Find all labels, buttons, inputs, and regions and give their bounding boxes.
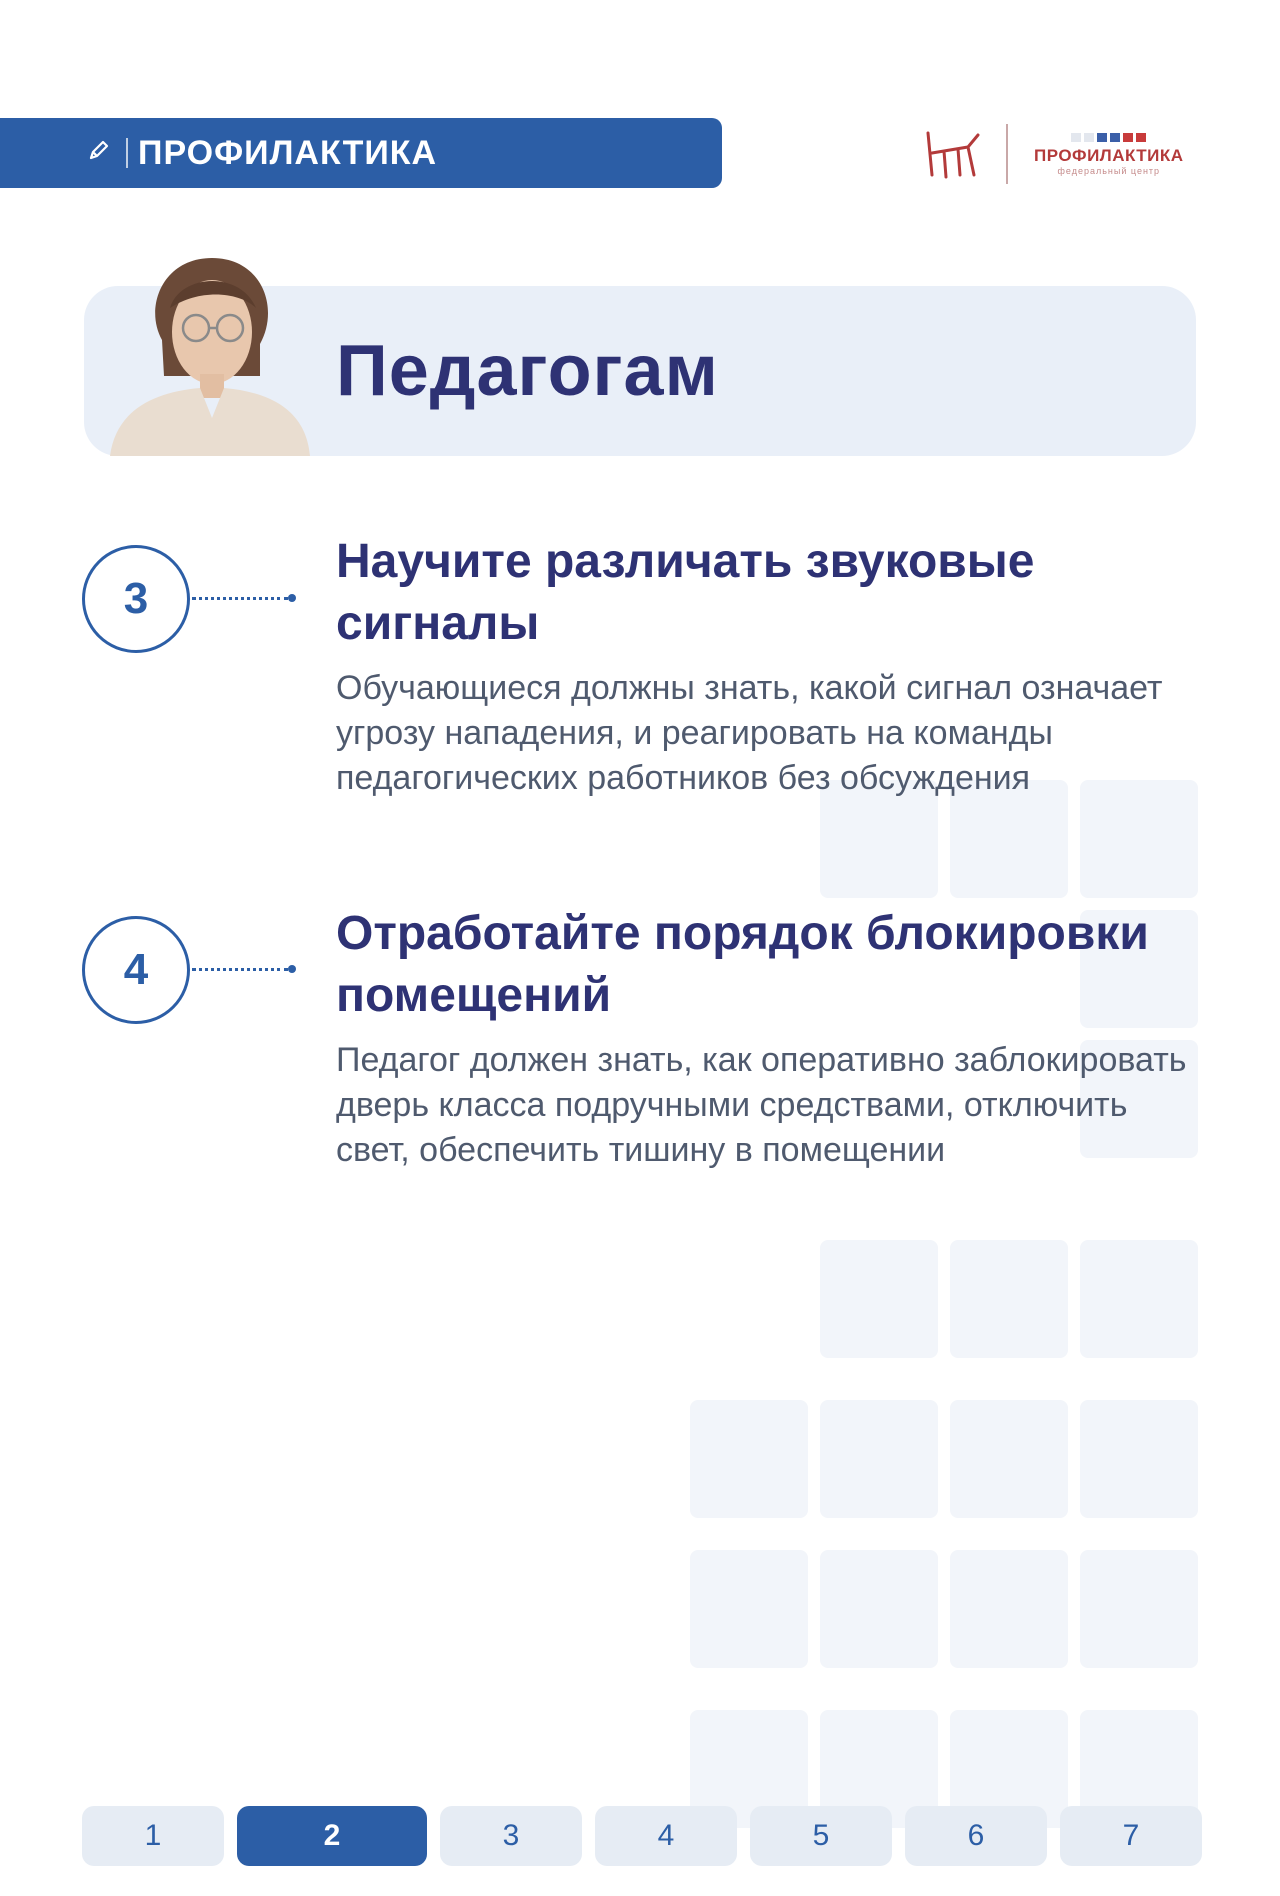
logo-subtitle: федеральный центр (1057, 165, 1161, 176)
page-button-3[interactable]: 3 (440, 1806, 582, 1866)
page-button-1[interactable]: 1 (82, 1806, 224, 1866)
page-button-4[interactable]: 4 (595, 1806, 737, 1866)
header-title: ПРОФИЛАКТИКА (138, 133, 438, 172)
page-button-6[interactable]: 6 (905, 1806, 1047, 1866)
teacher-portrait (110, 248, 310, 456)
page-pagination (82, 1806, 1202, 1866)
step-connector-end (288, 594, 296, 602)
step-heading: Научите различать звуковые сигналы (336, 535, 1035, 650)
step-connector (192, 597, 288, 600)
pencil-icon (86, 137, 116, 170)
step-connector-end (288, 965, 296, 973)
page-button-2-current[interactable]: 2 (237, 1806, 427, 1866)
organization-logo (918, 124, 1184, 184)
step-heading: Отработайте порядок блокировки помещений (336, 907, 1149, 1022)
step-number-badge: 4 (82, 916, 190, 1024)
step-number-badge: 3 (82, 545, 190, 653)
hero-title: Педагогам (336, 331, 719, 411)
page-button-7[interactable]: 7 (1060, 1806, 1202, 1866)
chair-logo-icon (918, 125, 984, 183)
logo-name: ПРОФИЛАКТИКА (1034, 145, 1184, 165)
step-connector (192, 968, 288, 971)
header-divider (126, 138, 128, 168)
step-description: Обучающиеся должны знать, какой сигнал означает угрозу нападения, и реагировать на команды педагогических работников без обсуждения (336, 669, 1163, 797)
logo-divider (1006, 124, 1008, 184)
page-button-5[interactable]: 5 (750, 1806, 892, 1866)
header-banner (0, 118, 722, 188)
logo-flag-bars (1071, 133, 1146, 142)
logo-brand (1034, 133, 1184, 176)
step-description: Педагог должен знать, как оперативно заблокировать дверь класса подручными средствами, отключить свет, обеспечить тишину в помещении (336, 1041, 1187, 1169)
